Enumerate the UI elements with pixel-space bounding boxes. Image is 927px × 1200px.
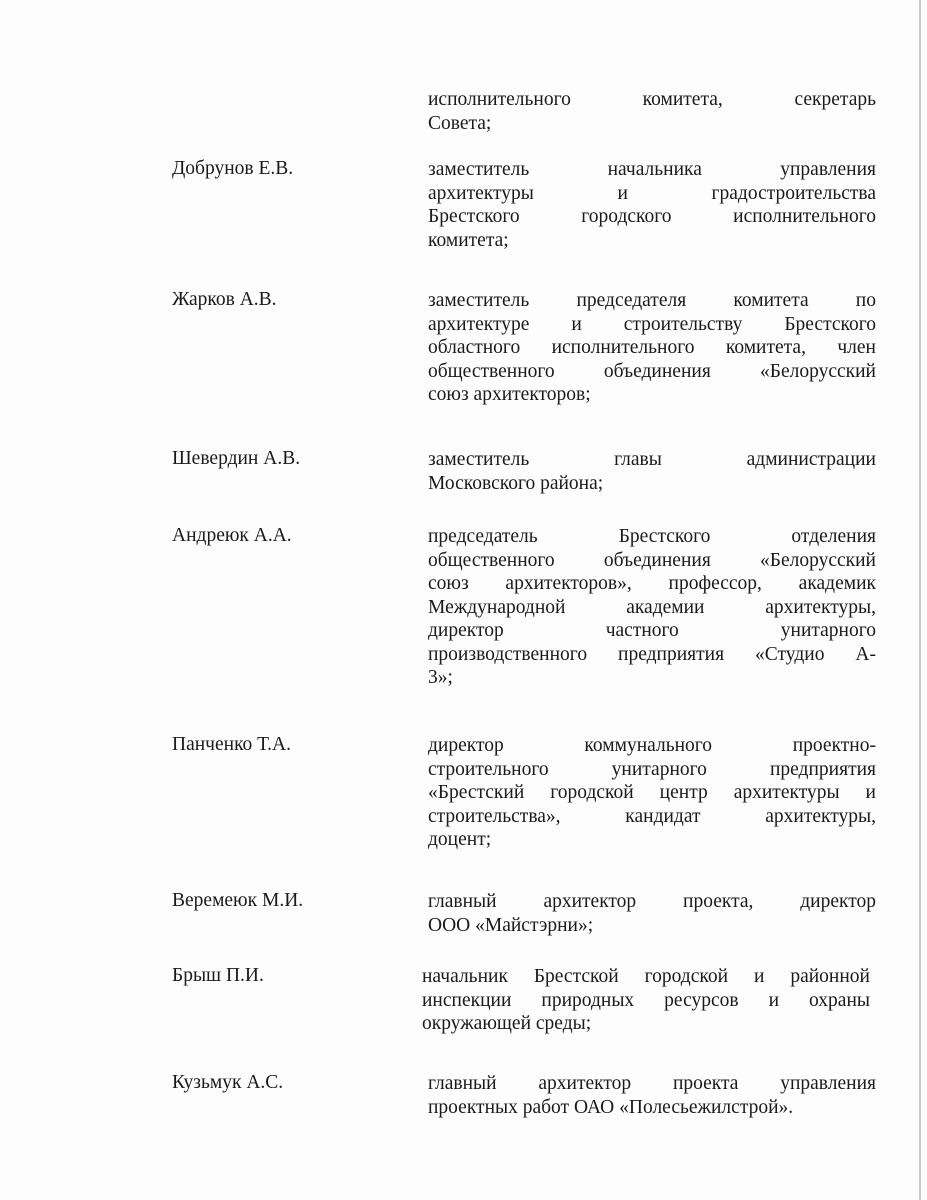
position-text-line: архитектуры и градостроительства xyxy=(428,182,876,204)
position-text-line: комитета; xyxy=(428,229,509,251)
position-text-line: заместитель главы администрации xyxy=(428,449,876,470)
position-text-line: общественного объединения «Белорусский xyxy=(428,360,876,382)
position-text-line: архитектуре и строительству Брестского xyxy=(428,313,876,335)
position-text-line: инспекции природных ресурсов и охраны xyxy=(422,989,870,1011)
position-text-line: союз архитекторов; xyxy=(428,384,591,405)
position-text-line: областного исполнительного комитета, член xyxy=(428,337,876,358)
member-name: Панченко Т.А. xyxy=(172,734,291,755)
member-position xyxy=(428,734,876,852)
member-position xyxy=(428,1072,876,1119)
member-name: Жарков А.В. xyxy=(172,289,277,310)
position-text-line: проектных работ ОАО «Полесьежилстрой». xyxy=(428,1096,794,1118)
position-text-line: начальник Брестской городской и районной xyxy=(422,966,870,987)
member-name: Веремеюк М.И. xyxy=(172,890,304,911)
member-name: Добрунов Е.В. xyxy=(172,158,294,179)
position-text-line: ООО «Майстэрни»; xyxy=(428,914,594,936)
member-position xyxy=(428,88,876,135)
member-name: Андреюк А.А. xyxy=(172,525,292,546)
position-text-line: строительного унитарного предприятия xyxy=(428,758,876,780)
position-text-line: производственного предприятия «Студио А- xyxy=(428,643,876,665)
scan-edge xyxy=(919,0,921,1200)
member-name: Брыш П.И. xyxy=(172,965,264,986)
member-name: Кузьмук А.С. xyxy=(172,1072,284,1093)
position-text-line: председатель Брестского отделения xyxy=(428,526,876,547)
member-position xyxy=(428,525,876,690)
position-text-line: Московского района; xyxy=(428,472,604,494)
position-text-line: директор частного унитарного xyxy=(428,620,876,641)
position-text-line: «Брестский городской центр архитектуры и xyxy=(428,782,876,803)
member-position xyxy=(428,890,876,937)
position-text-line: строительства», кандидат архитектуры, xyxy=(428,805,876,827)
position-text-line: доцент; xyxy=(428,829,492,850)
member-name: Шевердин А.В. xyxy=(172,448,301,469)
position-text-line: исполнительного комитета, секретарь xyxy=(428,89,876,110)
position-text-line: заместитель председателя комитета по xyxy=(428,290,876,311)
position-text-line: окружающей среды; xyxy=(422,1013,592,1034)
position-text-line: главный архитектор проекта управления xyxy=(428,1073,876,1094)
position-text-line: директор коммунального проектно- xyxy=(428,735,876,756)
member-position xyxy=(428,448,876,495)
position-text-line: Совета; xyxy=(428,112,492,134)
member-position xyxy=(428,158,876,252)
position-text-line: общественного объединения «Белорусский xyxy=(428,549,876,571)
position-text-line: заместитель начальника управления xyxy=(428,159,876,180)
member-position xyxy=(422,965,870,1036)
member-position xyxy=(428,289,876,407)
position-text-line: союз архитекторов», профессор, академик xyxy=(428,573,876,594)
position-text-line: 3»; xyxy=(428,667,453,688)
position-text-line: Брестского городского исполнительного xyxy=(428,206,876,227)
position-text-line: главный архитектор проекта, директор xyxy=(428,891,876,912)
position-text-line: Международной академии архитектуры, xyxy=(428,596,876,618)
